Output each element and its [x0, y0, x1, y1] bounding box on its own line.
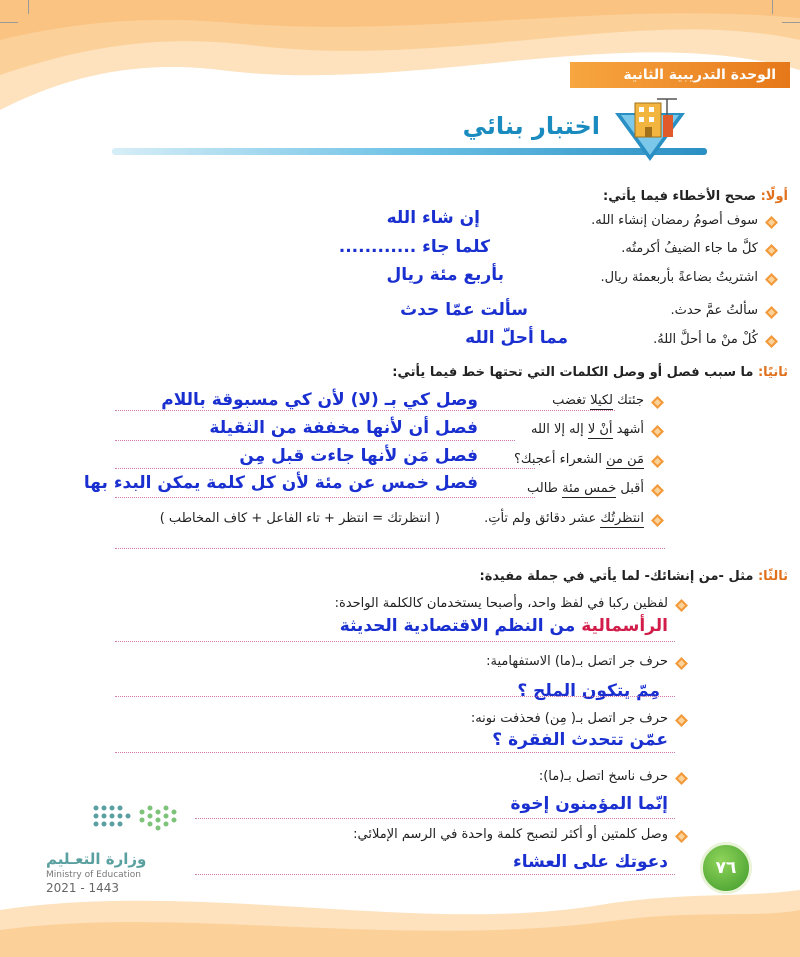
s3-item-1-answer — [340, 616, 668, 636]
s3-item-3-text: حرف جر اتصل بـ( مِن) فحذفت نونه: — [470, 711, 668, 726]
s2-item-1-after: تغضب — [552, 393, 591, 408]
unit-banner: الوحدة التدريبية الثانية — [570, 62, 790, 88]
answer-dotted-line — [115, 696, 675, 697]
s1-item-3-text: اشتريتُ بضاعةً بأربعمئة ريال. — [600, 270, 758, 285]
s2-item-1-answer: وصل كي بـ (لا) لأن كي مسبوقة باللام — [161, 390, 478, 410]
s2-item-2-answer: فصل أن لأنها مخففة من الثقيلة — [209, 418, 478, 438]
answer-dotted-line — [115, 440, 515, 441]
diamond-bullet-icon — [651, 396, 664, 409]
s2-item-4-after: طالب — [526, 481, 563, 496]
section2-heading-text: ما سبب فصل أو وصل الكلمات التي تحتها خط فيما يأتي: — [392, 365, 754, 380]
diamond-bullet-icon — [651, 455, 664, 468]
s2-item-5-note: ( انتظرتك = انتظر + تاء الفاعل + كاف المخاطب ) — [159, 511, 440, 526]
s3-item-4-text: حرف ناسخ اتصل بـ(ما): — [538, 769, 668, 784]
s2-item-5 — [484, 511, 644, 526]
s3-item-5-text: وصل كلمتين أو أكثر لتصبح كلمة واحدة في الرسم الإملائي: — [353, 827, 668, 842]
answer-dotted-line — [115, 548, 665, 549]
diamond-bullet-icon — [675, 657, 688, 670]
diamond-bullet-icon — [675, 772, 688, 785]
section1-number: أولًا: — [760, 189, 788, 204]
answer-dotted-line — [115, 497, 535, 498]
answer-dotted-line — [115, 641, 675, 642]
answer-dotted-line — [195, 874, 675, 875]
section1-heading — [603, 189, 788, 204]
s3-item-3-answer: عمّن تتحدث الفقرة ؟ — [492, 730, 668, 750]
diamond-bullet-icon — [651, 484, 664, 497]
answer-dotted-line — [115, 468, 535, 469]
crop-mark — [0, 22, 18, 23]
s1-item-2-text: كلَّ ما جاء الضيفُ أكرمتُه. — [621, 241, 758, 256]
s2-item-2 — [531, 422, 644, 437]
s2-item-3-underlined: مَن من — [606, 452, 644, 467]
s2-item-2-before: أشهد — [612, 422, 644, 437]
diamond-bullet-icon — [651, 425, 664, 438]
s3-item-5-answer: دعوتك على العشاء — [513, 852, 668, 872]
ministry-name-english: Ministry of Education — [46, 870, 141, 880]
diamond-bullet-icon — [765, 335, 778, 348]
diamond-bullet-icon — [651, 514, 664, 527]
s1-item-1-text: سوف أصومُ رمضان إنشاء الله. — [591, 213, 758, 228]
s1-item-4-answer: سألت عمّا حدث — [400, 300, 528, 320]
ministry-name-arabic: وزارة التعـليم — [46, 850, 147, 868]
diamond-bullet-icon — [675, 714, 688, 727]
crop-mark — [782, 22, 800, 23]
crop-mark — [28, 0, 29, 14]
s3-item-1-answer-highlight: الرأسمالية — [581, 616, 668, 636]
section1-heading-text: صحح الأخطاء فيما يأتي: — [603, 189, 757, 204]
building-icon — [605, 95, 695, 165]
s2-item-4-answer: فصل خمس عن مئة لأن كل كلمة يمكن البدء بها — [83, 473, 478, 493]
page-title: اختبار بنائي — [462, 112, 600, 140]
s1-item-5-text: كُلْ منْ ما أحلَّ اللهُ. — [653, 332, 758, 347]
s2-item-3-after: الشعراء أعجبك؟ — [513, 452, 607, 467]
s2-item-2-after: إله إلا الله — [531, 422, 588, 437]
diamond-bullet-icon — [675, 599, 688, 612]
bottom-wave-decoration — [0, 880, 800, 957]
diamond-bullet-icon — [765, 244, 778, 257]
crop-mark — [772, 0, 773, 14]
s1-item-3-answer: بأربع مئة ريال — [386, 265, 504, 285]
diamond-bullet-icon — [765, 216, 778, 229]
s2-item-3 — [514, 452, 644, 467]
s1-item-4-text: سألتُ عمَّ حدث. — [670, 303, 758, 318]
page-number-badge: ٧٦ — [700, 842, 752, 894]
s3-item-4-answer: إنّما المؤمنون إخوة — [510, 794, 668, 814]
s2-item-4-before: أقبل — [616, 481, 644, 496]
s3-item-2-text: حرف جر اتصل بـ(ما) الاستفهامية: — [486, 654, 668, 669]
diamond-bullet-icon — [675, 830, 688, 843]
s1-item-2-answer: كلما جاء ............ — [338, 237, 490, 257]
ministry-year: 2021 - 1443 — [46, 881, 120, 895]
s2-item-5-after: عشر دقائق ولم تأتِ. — [484, 511, 601, 526]
s3-item-1-text: لفظين ركبا في لفظ واحد، وأصبحا يستخدمان كالكلمة الواحدة: — [334, 596, 668, 611]
section2-number: ثانيًا: — [757, 365, 788, 380]
section3-heading — [480, 569, 788, 584]
section2-heading — [392, 365, 788, 380]
s1-item-1-answer: إن شاء الله — [386, 208, 480, 228]
s2-item-5-underlined: انتظرتُك — [600, 511, 644, 526]
s2-item-4 — [527, 481, 644, 496]
s3-item-2-answer: مِمّ يتكون الملح ؟ — [517, 681, 660, 701]
answer-dotted-line — [115, 752, 675, 753]
section3-number: ثالثًا: — [757, 569, 788, 584]
answer-dotted-line — [195, 818, 675, 819]
s1-item-5-answer: مما أحلّ الله — [465, 328, 568, 348]
s2-item-3-answer: فصل مَن لأنها جاءت قبل مِن — [239, 446, 478, 466]
s2-item-1-before: جئتك — [613, 393, 644, 408]
s3-item-1-answer-rest: من النظم الاقتصادية الحديثة — [339, 616, 582, 636]
ministry-dots-icon — [86, 800, 236, 840]
diamond-bullet-icon — [765, 306, 778, 319]
section3-heading-text: مثل -من إنشائك- لما يأتي في جملة مفيدة: — [479, 569, 754, 584]
diamond-bullet-icon — [765, 273, 778, 286]
s2-item-2-underlined: أنْ لا — [587, 422, 613, 437]
s2-item-4-underlined: خمس مئة — [562, 481, 617, 496]
s2-item-1-underlined: لكيلا — [590, 393, 614, 408]
answer-dotted-line — [115, 410, 615, 411]
s2-item-1 — [552, 393, 644, 408]
